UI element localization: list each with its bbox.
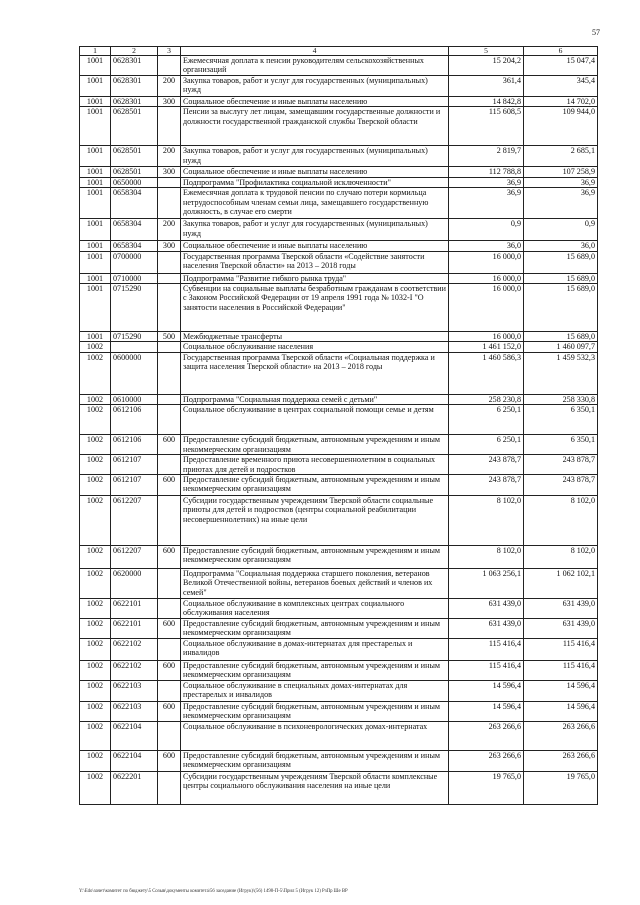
cell-v1: 263 266,6 — [449, 722, 524, 751]
cell-v2: 36,9 — [524, 177, 598, 187]
cell-section: 1002 — [80, 639, 111, 661]
cell-section: 1001 — [80, 97, 111, 107]
table-row — [80, 639, 598, 661]
cell-code: 0628301 — [111, 56, 158, 76]
cell-v2: 14 596,4 — [524, 681, 598, 702]
cell-name: Социальное обеспечение и иные выплаты населению — [181, 241, 449, 251]
cell-name: Социальное обслуживание в психоневрологических домах-интернатах — [181, 722, 449, 751]
budget-table — [79, 46, 598, 805]
cell-code: 0612207 — [111, 496, 158, 546]
cell-name: Предоставление субсидий бюджетным, автономным учреждениям и иным некоммерческим организациям — [181, 661, 449, 681]
cell-section: 1002 — [80, 661, 111, 681]
footer-file-path: Y:\Edo\зачет\комитет по бюджету\5 Созыв\документы комитета\56 заседание (Игрук)\(56) 1498-П-5\Прил 5 (Игрук 12) РзПр Ше ВР — [79, 889, 348, 894]
cell-section: 1002 — [80, 342, 111, 352]
cell-v2: 0,9 — [524, 219, 598, 241]
cell-v1: 36,9 — [449, 177, 524, 187]
cell-code: 0612106 — [111, 435, 158, 455]
table-row — [80, 219, 598, 241]
cell-name: Предоставление субсидий бюджетным, автономным учреждениям и иным некоммерческим организациям — [181, 619, 449, 639]
cell-section: 1002 — [80, 619, 111, 639]
cell-name: Социальное обслуживание в домах-интернатах для престарелых и инвалидов — [181, 639, 449, 661]
cell-type — [158, 251, 181, 273]
cell-v2: 19 765,0 — [524, 772, 598, 805]
cell-type — [158, 177, 181, 187]
cell-v2: 15 689,0 — [524, 251, 598, 273]
cell-name: Социальное обеспечение и иные выплаты населению — [181, 167, 449, 177]
cell-v2: 14 702,0 — [524, 97, 598, 107]
cell-code: 0622201 — [111, 772, 158, 805]
cell-section: 1002 — [80, 681, 111, 702]
cell-section: 1001 — [80, 188, 111, 219]
cell-v1: 115 608,5 — [449, 107, 524, 146]
cell-v2: 631 439,0 — [524, 599, 598, 619]
cell-v1: 631 439,0 — [449, 619, 524, 639]
cell-type — [158, 496, 181, 546]
cell-section: 1002 — [80, 722, 111, 751]
cell-name: Социальное обслуживание в центрах социальной помощи семье и детям — [181, 405, 449, 435]
cell-type: 600 — [158, 661, 181, 681]
cell-name: Ежемесячная доплата к трудовой пенсии по случаю потери кормильца нетрудоспособным членам семьи лица, замещавшего государственную должность, в случае его смерти — [181, 188, 449, 219]
cell-name: Предоставление субсидий бюджетным, автономным учреждениям и иным некоммерческим организациям — [181, 475, 449, 496]
cell-v1: 8 102,0 — [449, 496, 524, 546]
cell-code: 0612207 — [111, 546, 158, 569]
cell-name: Подпрограмма "Социальная поддержка старшего поколения, ветеранов Великой Отечественной войны, ветеранов боевых действий и членов их семей" — [181, 569, 449, 599]
cell-v2: 1 460 097,7 — [524, 342, 598, 352]
cell-type: 300 — [158, 167, 181, 177]
cell-v2: 631 439,0 — [524, 619, 598, 639]
cell-section: 1002 — [80, 455, 111, 475]
cell-code: 0612107 — [111, 455, 158, 475]
cell-code: 0622101 — [111, 599, 158, 619]
cell-v2: 6 350,1 — [524, 435, 598, 455]
table-row — [80, 352, 598, 394]
cell-code: 0628301 — [111, 76, 158, 97]
cell-type: 300 — [158, 97, 181, 107]
cell-type: 600 — [158, 702, 181, 722]
cell-v1: 1 460 586,3 — [449, 352, 524, 394]
cell-v2: 1 459 532,3 — [524, 352, 598, 394]
table-row — [80, 599, 598, 619]
cell-name: Подпрограмма "Развитие гибкого рынка труда" — [181, 273, 449, 283]
cell-type: 300 — [158, 241, 181, 251]
cell-section: 1002 — [80, 546, 111, 569]
table-row — [80, 681, 598, 702]
cell-section: 1002 — [80, 475, 111, 496]
cell-type — [158, 56, 181, 76]
table-row — [80, 702, 598, 722]
cell-code: 0622103 — [111, 681, 158, 702]
cell-section: 1002 — [80, 394, 111, 404]
cell-name: Подпрограмма "Профилактика социальной исключенности" — [181, 177, 449, 187]
cell-v1: 115 416,4 — [449, 639, 524, 661]
cell-code: 0715290 — [111, 284, 158, 332]
column-header: 6 — [524, 47, 598, 56]
cell-v1: 2 819,7 — [449, 146, 524, 167]
column-header: 1 — [80, 47, 111, 56]
table-row — [80, 251, 598, 273]
table-row — [80, 394, 598, 404]
cell-type: 600 — [158, 546, 181, 569]
cell-v2: 115 416,4 — [524, 661, 598, 681]
cell-v1: 1 461 152,0 — [449, 342, 524, 352]
cell-section: 1002 — [80, 569, 111, 599]
page-number: 57 — [592, 28, 600, 37]
cell-section: 1002 — [80, 772, 111, 805]
cell-v2: 8 102,0 — [524, 496, 598, 546]
cell-section: 1001 — [80, 146, 111, 167]
cell-name: Предоставление субсидий бюджетным, автономным учреждениям и иным некоммерческим организациям — [181, 546, 449, 569]
cell-code: 0610000 — [111, 394, 158, 404]
cell-code: 0658304 — [111, 188, 158, 219]
cell-name: Государственная программа Тверской области «Социальная поддержка и защита населения Тверской области» на 2013 – 2018 годы — [181, 352, 449, 394]
cell-v2: 258 330,8 — [524, 394, 598, 404]
table-header-row — [80, 47, 598, 56]
cell-type — [158, 284, 181, 332]
cell-section: 1001 — [80, 56, 111, 76]
cell-code: 0622102 — [111, 639, 158, 661]
cell-v2: 263 266,6 — [524, 751, 598, 772]
cell-v1: 6 250,1 — [449, 405, 524, 435]
cell-name: Субвенции на социальные выплаты безработным гражданам в соответствии с Законом Российской Федерации от 19 апреля 1991 года № 1032-I "О занятости населения в Российской Федерации" — [181, 284, 449, 332]
table-row — [80, 146, 598, 167]
cell-v1: 14 596,4 — [449, 681, 524, 702]
cell-v2: 107 258,9 — [524, 167, 598, 177]
cell-type: 600 — [158, 475, 181, 496]
cell-name: Социальное обеспечение и иные выплаты населению — [181, 97, 449, 107]
cell-section: 1001 — [80, 177, 111, 187]
table-row — [80, 167, 598, 177]
column-header: 5 — [449, 47, 524, 56]
cell-v1: 1 063 256,1 — [449, 569, 524, 599]
cell-type: 200 — [158, 219, 181, 241]
cell-v2: 345,4 — [524, 76, 598, 97]
table-row — [80, 455, 598, 475]
cell-v2: 109 944,0 — [524, 107, 598, 146]
cell-type — [158, 455, 181, 475]
cell-v1: 19 765,0 — [449, 772, 524, 805]
cell-type: 200 — [158, 76, 181, 97]
table-row — [80, 405, 598, 435]
table-row — [80, 188, 598, 219]
column-header: 4 — [181, 47, 449, 56]
cell-section: 1001 — [80, 241, 111, 251]
table-row — [80, 496, 598, 546]
cell-v1: 16 000,0 — [449, 251, 524, 273]
cell-code: 0710000 — [111, 273, 158, 283]
table-row — [80, 332, 598, 342]
cell-code: 0612106 — [111, 405, 158, 435]
table-row — [80, 546, 598, 569]
column-header: 2 — [111, 47, 158, 56]
cell-code: 0622101 — [111, 619, 158, 639]
cell-type — [158, 273, 181, 283]
table-row — [80, 342, 598, 352]
table-row — [80, 97, 598, 107]
cell-section: 1002 — [80, 352, 111, 394]
cell-section: 1001 — [80, 284, 111, 332]
cell-name: Ежемесячная доплата к пенсии руководителям сельскохозяйственных организаций — [181, 56, 449, 76]
cell-v1: 14 596,4 — [449, 702, 524, 722]
cell-v1: 8 102,0 — [449, 546, 524, 569]
cell-type — [158, 188, 181, 219]
cell-name: Межбюджетные трансферты — [181, 332, 449, 342]
table-row — [80, 722, 598, 751]
cell-v1: 16 000,0 — [449, 284, 524, 332]
cell-v1: 243 878,7 — [449, 475, 524, 496]
cell-code: 0622104 — [111, 722, 158, 751]
cell-section: 1001 — [80, 219, 111, 241]
cell-v2: 15 689,0 — [524, 332, 598, 342]
cell-v2: 2 685,1 — [524, 146, 598, 167]
cell-type — [158, 405, 181, 435]
cell-section: 1001 — [80, 107, 111, 146]
table-row — [80, 619, 598, 639]
cell-name: Пенсии за выслугу лет лицам, замещавшим государственные должности и должности государственной гражданской службы Тверской области — [181, 107, 449, 146]
table-row — [80, 284, 598, 332]
cell-code: 0620000 — [111, 569, 158, 599]
cell-v2: 8 102,0 — [524, 546, 598, 569]
cell-name: Государственная программа Тверской области «Содействие занятости населения Тверской области» на 2013 – 2018 годы — [181, 251, 449, 273]
cell-type: 600 — [158, 751, 181, 772]
cell-code: 0612107 — [111, 475, 158, 496]
cell-type: 500 — [158, 332, 181, 342]
cell-v1: 263 266,6 — [449, 751, 524, 772]
cell-code: 0628501 — [111, 146, 158, 167]
cell-code: 0715290 — [111, 332, 158, 342]
cell-v1: 0,9 — [449, 219, 524, 241]
table-row — [80, 241, 598, 251]
cell-name: Субсидии государственным учреждениям Тверской области социальные приюты для детей и подростков (центры социальной реабилитации несовершеннолетних) на иные цели — [181, 496, 449, 546]
cell-v1: 15 204,2 — [449, 56, 524, 76]
cell-type: 200 — [158, 146, 181, 167]
cell-type — [158, 342, 181, 352]
cell-type — [158, 772, 181, 805]
cell-v2: 15 689,0 — [524, 284, 598, 332]
cell-name: Социальное обслуживание в комплексных центрах социального обслуживания населения — [181, 599, 449, 619]
cell-code: 0658304 — [111, 219, 158, 241]
cell-name: Подпрограмма "Социальная поддержка семей с детьми" — [181, 394, 449, 404]
cell-v1: 258 230,8 — [449, 394, 524, 404]
table-row — [80, 177, 598, 187]
table-row — [80, 772, 598, 805]
cell-section: 1002 — [80, 405, 111, 435]
cell-v1: 36,0 — [449, 241, 524, 251]
cell-type — [158, 569, 181, 599]
cell-v1: 361,4 — [449, 76, 524, 97]
cell-v1: 115 416,4 — [449, 661, 524, 681]
cell-v1: 243 878,7 — [449, 455, 524, 475]
cell-v1: 16 000,0 — [449, 332, 524, 342]
cell-name: Социальное обслуживание населения — [181, 342, 449, 352]
cell-type — [158, 107, 181, 146]
cell-code: 0650000 — [111, 177, 158, 187]
cell-section: 1001 — [80, 251, 111, 273]
cell-code: 0628501 — [111, 107, 158, 146]
cell-name: Предоставление субсидий бюджетным, автономным учреждениям и иным некоммерческим организациям — [181, 435, 449, 455]
cell-name: Предоставление субсидий бюджетным, автономным учреждениям и иным некоммерческим организациям — [181, 702, 449, 722]
table-row — [80, 475, 598, 496]
cell-name: Социальное обслуживание в специальных домах-интернатах для престарелых и инвалидов — [181, 681, 449, 702]
table-body — [80, 56, 598, 805]
table-row — [80, 661, 598, 681]
cell-v2: 6 350,1 — [524, 405, 598, 435]
cell-section: 1002 — [80, 599, 111, 619]
cell-code: 0622102 — [111, 661, 158, 681]
cell-v2: 36,0 — [524, 241, 598, 251]
cell-section: 1002 — [80, 751, 111, 772]
cell-name: Закупка товаров, работ и услуг для государственных (муниципальных) нужд — [181, 219, 449, 241]
cell-v2: 15 047,4 — [524, 56, 598, 76]
cell-v2: 263 266,6 — [524, 722, 598, 751]
cell-section: 1001 — [80, 332, 111, 342]
cell-section: 1001 — [80, 167, 111, 177]
cell-type: 600 — [158, 619, 181, 639]
cell-v2: 243 878,7 — [524, 455, 598, 475]
cell-section: 1002 — [80, 702, 111, 722]
cell-code: 0628301 — [111, 97, 158, 107]
cell-section: 1001 — [80, 76, 111, 97]
cell-type: 600 — [158, 435, 181, 455]
cell-name: Закупка товаров, работ и услуг для государственных (муниципальных) нужд — [181, 76, 449, 97]
cell-code: 0622103 — [111, 702, 158, 722]
cell-section: 1002 — [80, 435, 111, 455]
table-row — [80, 435, 598, 455]
column-header: 3 — [158, 47, 181, 56]
cell-type — [158, 722, 181, 751]
cell-v2: 14 596,4 — [524, 702, 598, 722]
cell-code: 0700000 — [111, 251, 158, 273]
cell-name: Предоставление временного приюта несовершеннолетним в социальных приютах для детей и подростков — [181, 455, 449, 475]
cell-v2: 1 062 102,1 — [524, 569, 598, 599]
cell-type — [158, 639, 181, 661]
cell-v1: 36,9 — [449, 188, 524, 219]
table-row — [80, 751, 598, 772]
cell-type — [158, 352, 181, 394]
cell-v1: 112 788,8 — [449, 167, 524, 177]
cell-v1: 14 842,8 — [449, 97, 524, 107]
cell-section: 1001 — [80, 273, 111, 283]
cell-type — [158, 681, 181, 702]
cell-type — [158, 394, 181, 404]
table-row — [80, 107, 598, 146]
cell-v1: 631 439,0 — [449, 599, 524, 619]
cell-v2: 115 416,4 — [524, 639, 598, 661]
cell-code — [111, 342, 158, 352]
cell-code: 0628501 — [111, 167, 158, 177]
cell-code: 0600000 — [111, 352, 158, 394]
cell-v1: 6 250,1 — [449, 435, 524, 455]
cell-type — [158, 599, 181, 619]
table-row — [80, 56, 598, 76]
cell-v2: 36,9 — [524, 188, 598, 219]
cell-section: 1002 — [80, 496, 111, 546]
cell-code: 0658304 — [111, 241, 158, 251]
table-row — [80, 76, 598, 97]
cell-name: Субсидии государственным учреждениям Тверской области комплексные центры социального обслуживания населения на иные цели — [181, 772, 449, 805]
table-row — [80, 569, 598, 599]
cell-v1: 16 000,0 — [449, 273, 524, 283]
cell-v2: 15 689,0 — [524, 273, 598, 283]
cell-name: Предоставление субсидий бюджетным, автономным учреждениям и иным некоммерческим организациям — [181, 751, 449, 772]
table-row — [80, 273, 598, 283]
cell-code: 0622104 — [111, 751, 158, 772]
cell-name: Закупка товаров, работ и услуг для государственных (муниципальных) нужд — [181, 146, 449, 167]
cell-v2: 243 878,7 — [524, 475, 598, 496]
